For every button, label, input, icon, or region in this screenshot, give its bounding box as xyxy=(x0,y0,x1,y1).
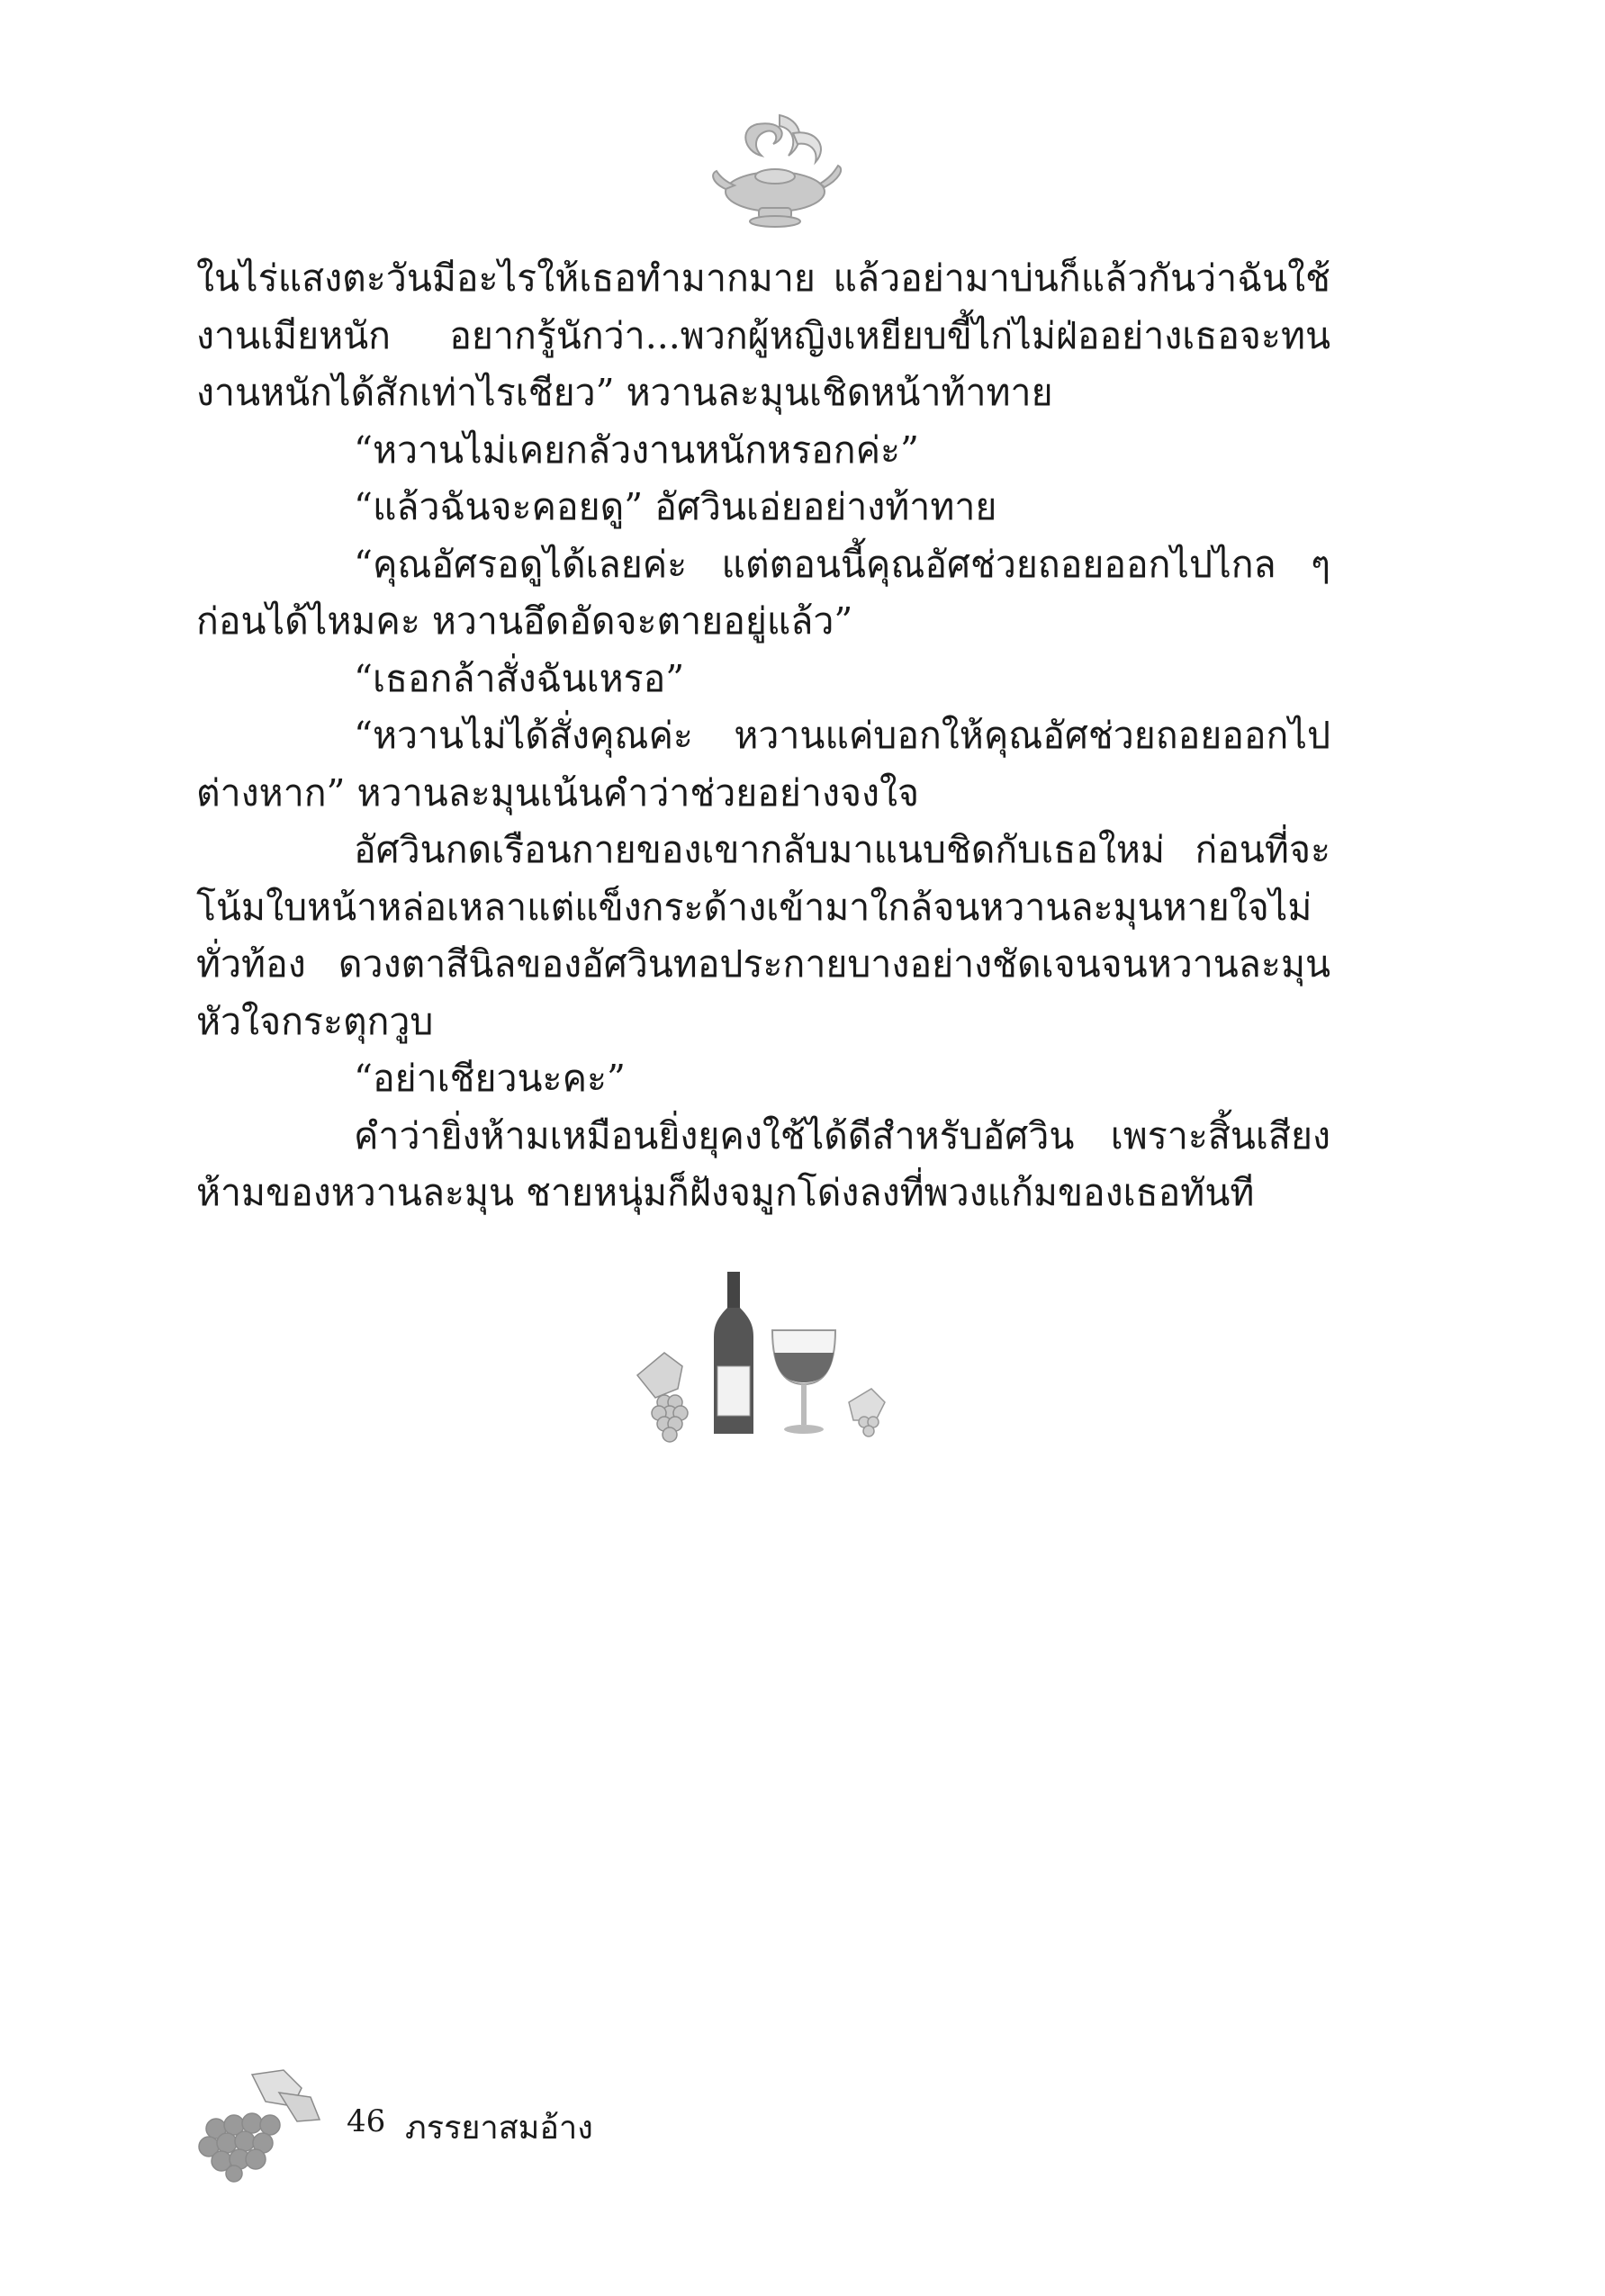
grapes-icon xyxy=(189,2066,333,2183)
paragraph-1: ในไร่แสงตะวันมีอะไรให้เธอทำมากมาย แล้วอย่ามาบ่นก็แล้วกันว่าฉันใช้งานเมียหนัก อยากรู้นักว่า...พวกผู้หญิงเหยียบขี้ไก่ไม่ฝ่ออย่างเธอจะทนงานหนักได้สักเท่าไรเชียว” หวานละมุนเชิดหน้าท้าทาย xyxy=(196,257,1330,414)
paragraph-6: “หวานไม่ได้สั่งคุณค่ะ หวานแค่บอกให้คุณอัศช่วยถอยออกไปต่างหาก” หวานละมุนเน้นคำว่าช่วยอย่างจงใจ xyxy=(196,714,1330,815)
paragraph-3: “แล้วฉันจะคอยดู” อัศวินเอ่ยอย่างท้าทาย xyxy=(354,485,997,528)
paragraph-7: อัศวินกดเรือนกายของเขากลับมาแนบชิดกับเธอใหม่ ก่อนที่จะโน้มใบหน้าหล่อเหลาแต่แข็งกระด้างเข้ามาใกล้จนหวานละมุนหายใจไม่ทั่วท้อง ดวงตาสีนิลของอัศวินทอประกายบางอย่างชัดเจนจนหวานละมุนหัวใจกระตุกวูบ xyxy=(196,828,1330,1043)
paragraph-4: “คุณอัศรอดูได้เลยค่ะ แต่ตอนนี้คุณอัศช่วยถอยออกไปไกล ๆ ก่อนได้ไหมคะ หวานอึดอัดจะตายอยู่แล้ว” xyxy=(196,542,1330,643)
page-number: 46 xyxy=(347,2103,386,2139)
paragraph-2: “หวานไม่เคยกลัวงานหนักหรอกค่ะ” xyxy=(354,428,919,472)
wine-bottle-glass-icon xyxy=(628,1267,898,1447)
genie-lamp-icon xyxy=(703,106,847,232)
book-title: ภรรยาสมอ้าง xyxy=(405,2110,593,2147)
paragraph-9: คำว่ายิ่งห้ามเหมือนยิ่งยุคงใช้ได้ดีสำหรับอัศวิน เพราะสิ้นเสียงห้ามของหวานละมุน ชายหนุ่มก็ฝังจมูกโด่งลงที่พวงแก้มของเธอทันที xyxy=(196,1113,1330,1214)
paragraph-8: “อย่าเชียวนะคะ” xyxy=(354,1057,626,1100)
page-footer xyxy=(189,2066,729,2183)
paragraph-5: “เธอกล้าสั่งฉันเหรอ” xyxy=(354,656,685,700)
body-text xyxy=(196,250,1330,1222)
